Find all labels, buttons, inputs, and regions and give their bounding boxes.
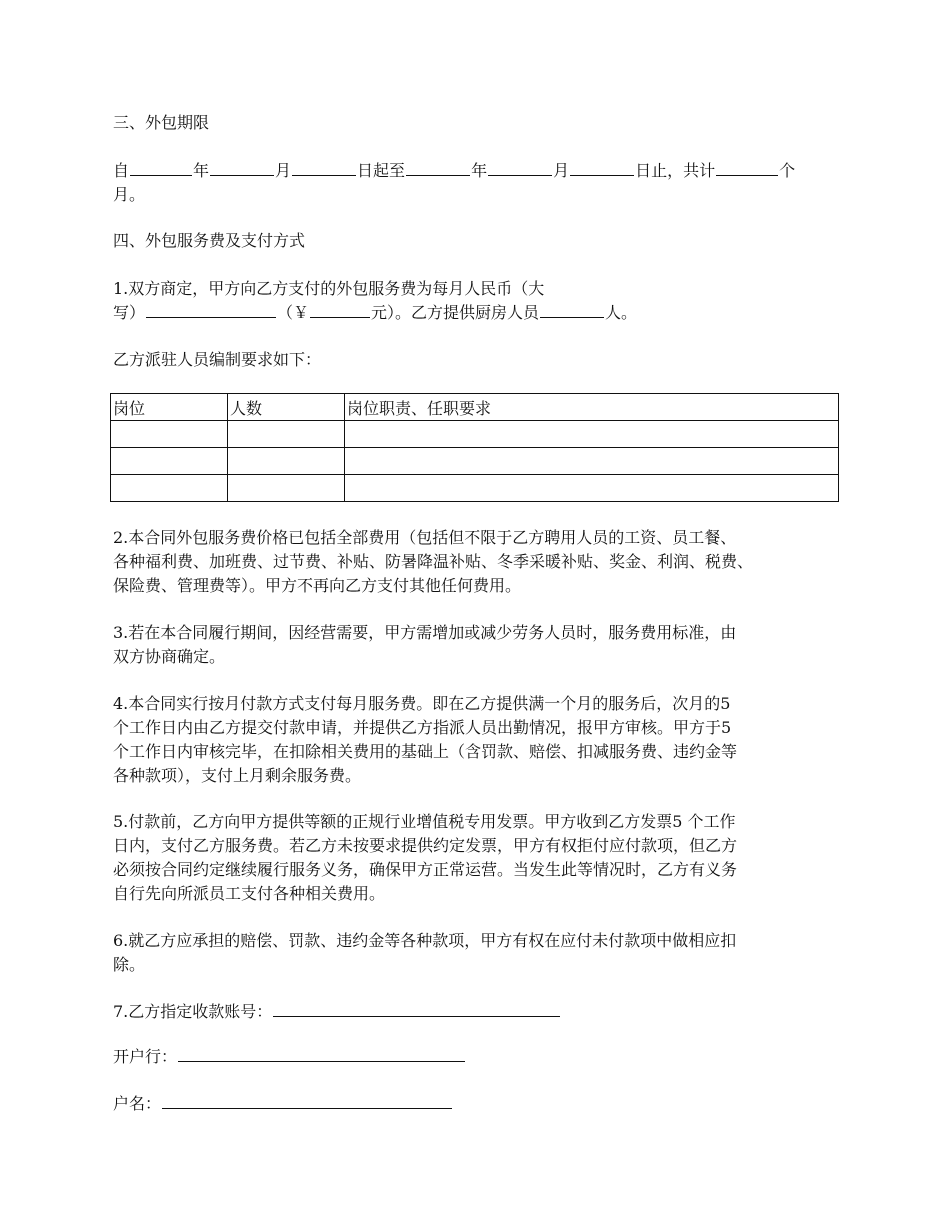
header-position: 岗位: [111, 394, 228, 421]
start-month-blank[interactable]: [210, 161, 274, 176]
clause-3-line-1: 3.若在本合同履行期间，因经营需要，甲方需增加或减少劳务人员时，服务费用标准，由: [113, 623, 737, 642]
end-year-blank[interactable]: [406, 161, 470, 176]
fee-amount-blank[interactable]: [310, 303, 370, 318]
table-row: [111, 421, 839, 448]
fee-amount-open: （￥: [277, 303, 310, 322]
table-cell[interactable]: [228, 475, 345, 502]
account-number-blank[interactable]: [273, 1002, 560, 1017]
section-heading-fee: 四、外包服务费及支付方式: [113, 231, 306, 250]
table-cell[interactable]: [345, 448, 839, 475]
clause-6-line-1: 6.就乙方应承担的赔偿、罚款、违约金等各种款项，甲方有权在应付未付款项中做相应扣: [113, 931, 737, 950]
table-header-row: [111, 394, 839, 421]
clause-4-line-3: 个工作日内审核完毕，在扣除相关费用的基础上（含罚款、赔偿、扣减服务费、违约金等: [113, 742, 738, 761]
day-end-label: 日止，共计: [635, 161, 716, 180]
table-cell[interactable]: [345, 475, 839, 502]
term-period-line-2: 月。: [113, 185, 146, 204]
table-row: [111, 475, 839, 502]
term-period-line: [113, 159, 854, 183]
fee-uppercase-label: 写）: [113, 303, 146, 322]
clause-4-line-4: 各种款项），支付上月剩余服务费。: [113, 766, 362, 785]
staff-table: [110, 393, 839, 502]
fee-paragraph-line-2: [113, 301, 854, 325]
account-name-label: 户名：: [113, 1094, 162, 1113]
table-row: [111, 448, 839, 475]
clause-4-line-2: 个工作日内由乙方提交付款申请，并提供乙方指派人员出勤情况，报甲方审核。甲方于5: [113, 718, 732, 737]
header-duties: 岗位职责、任职要求: [345, 394, 839, 421]
clause-4-line-1: 4.本合同实行按月付款方式支付每月服务费。即在乙方提供满一个月的服务后，次月的5: [113, 694, 731, 713]
table-cell[interactable]: [228, 448, 345, 475]
staff-suffix: 人。: [605, 303, 638, 322]
fee-paragraph-line-1: 1.双方商定，甲方向乙方支付的外包服务费为每月人民币（大: [113, 279, 545, 298]
clause-2-line-3: 保险费、管理费等）。甲方不再向乙方支付其他任何费用。: [113, 576, 522, 595]
clause-5-line-2: 日内，支付乙方服务费。若乙方未按要求提供约定发票，甲方有权拒付应付款项，但乙方: [113, 836, 738, 855]
table-cell[interactable]: [345, 421, 839, 448]
unit-label: 个: [779, 161, 796, 180]
term-from-label: 自: [113, 161, 130, 180]
clause-6-line-2: 除。: [113, 955, 146, 974]
header-count: 人数: [228, 394, 345, 421]
kitchen-staff-count-blank[interactable]: [540, 303, 604, 318]
clause-3-line-2: 双方协商确定。: [113, 647, 226, 666]
account-name-line: [113, 1092, 854, 1116]
table-cell[interactable]: [111, 448, 228, 475]
month-label-2: 月: [553, 161, 570, 180]
start-year-blank[interactable]: [130, 161, 192, 176]
clause-2-line-1: 2.本合同外包服务费价格已包括全部费用（包括但不限于乙方聘用人员的工资、员工餐、: [113, 528, 737, 547]
month-label: 月: [275, 161, 292, 180]
end-month-blank[interactable]: [488, 161, 552, 176]
day-start-label: 日起至: [357, 161, 406, 180]
end-day-blank[interactable]: [570, 161, 634, 176]
section-heading-term: 三、外包期限: [113, 113, 210, 132]
clause-5-line-4: 自行先向所派员工支付各种相关费用。: [113, 884, 386, 903]
table-cell[interactable]: [111, 421, 228, 448]
bank-label: 开户行：: [113, 1047, 178, 1066]
bank-line: [113, 1045, 854, 1069]
bank-name-blank[interactable]: [178, 1047, 465, 1062]
year-label-2: 年: [471, 161, 488, 180]
start-day-blank[interactable]: [292, 161, 356, 176]
account-label: 7.乙方指定收款账号：: [113, 1002, 273, 1021]
table-cell[interactable]: [111, 475, 228, 502]
account-name-blank[interactable]: [162, 1094, 452, 1109]
account-line: [113, 1000, 854, 1024]
total-months-blank[interactable]: [716, 161, 778, 176]
clause-5-line-1: 5.付款前，乙方向甲方提供等额的正规行业增值税专用发票。甲方收到乙方发票5 个工作: [113, 812, 736, 831]
fee-amount-close: 元）。乙方提供厨房人员: [371, 303, 540, 322]
fee-uppercase-blank[interactable]: [146, 303, 276, 318]
clause-5-line-3: 必须按合同约定继续履行服务义务，确保甲方正常运营。当发生此等情况时，乙方有义务: [113, 860, 738, 879]
table-cell[interactable]: [228, 421, 345, 448]
staff-intro: 乙方派驻人员编制要求如下：: [113, 350, 322, 369]
clause-2-line-2: 各种福利费、加班费、过节费、补贴、防暑降温补贴、冬季采暖补贴、奖金、利润、税费、: [113, 552, 754, 571]
year-label: 年: [193, 161, 210, 180]
